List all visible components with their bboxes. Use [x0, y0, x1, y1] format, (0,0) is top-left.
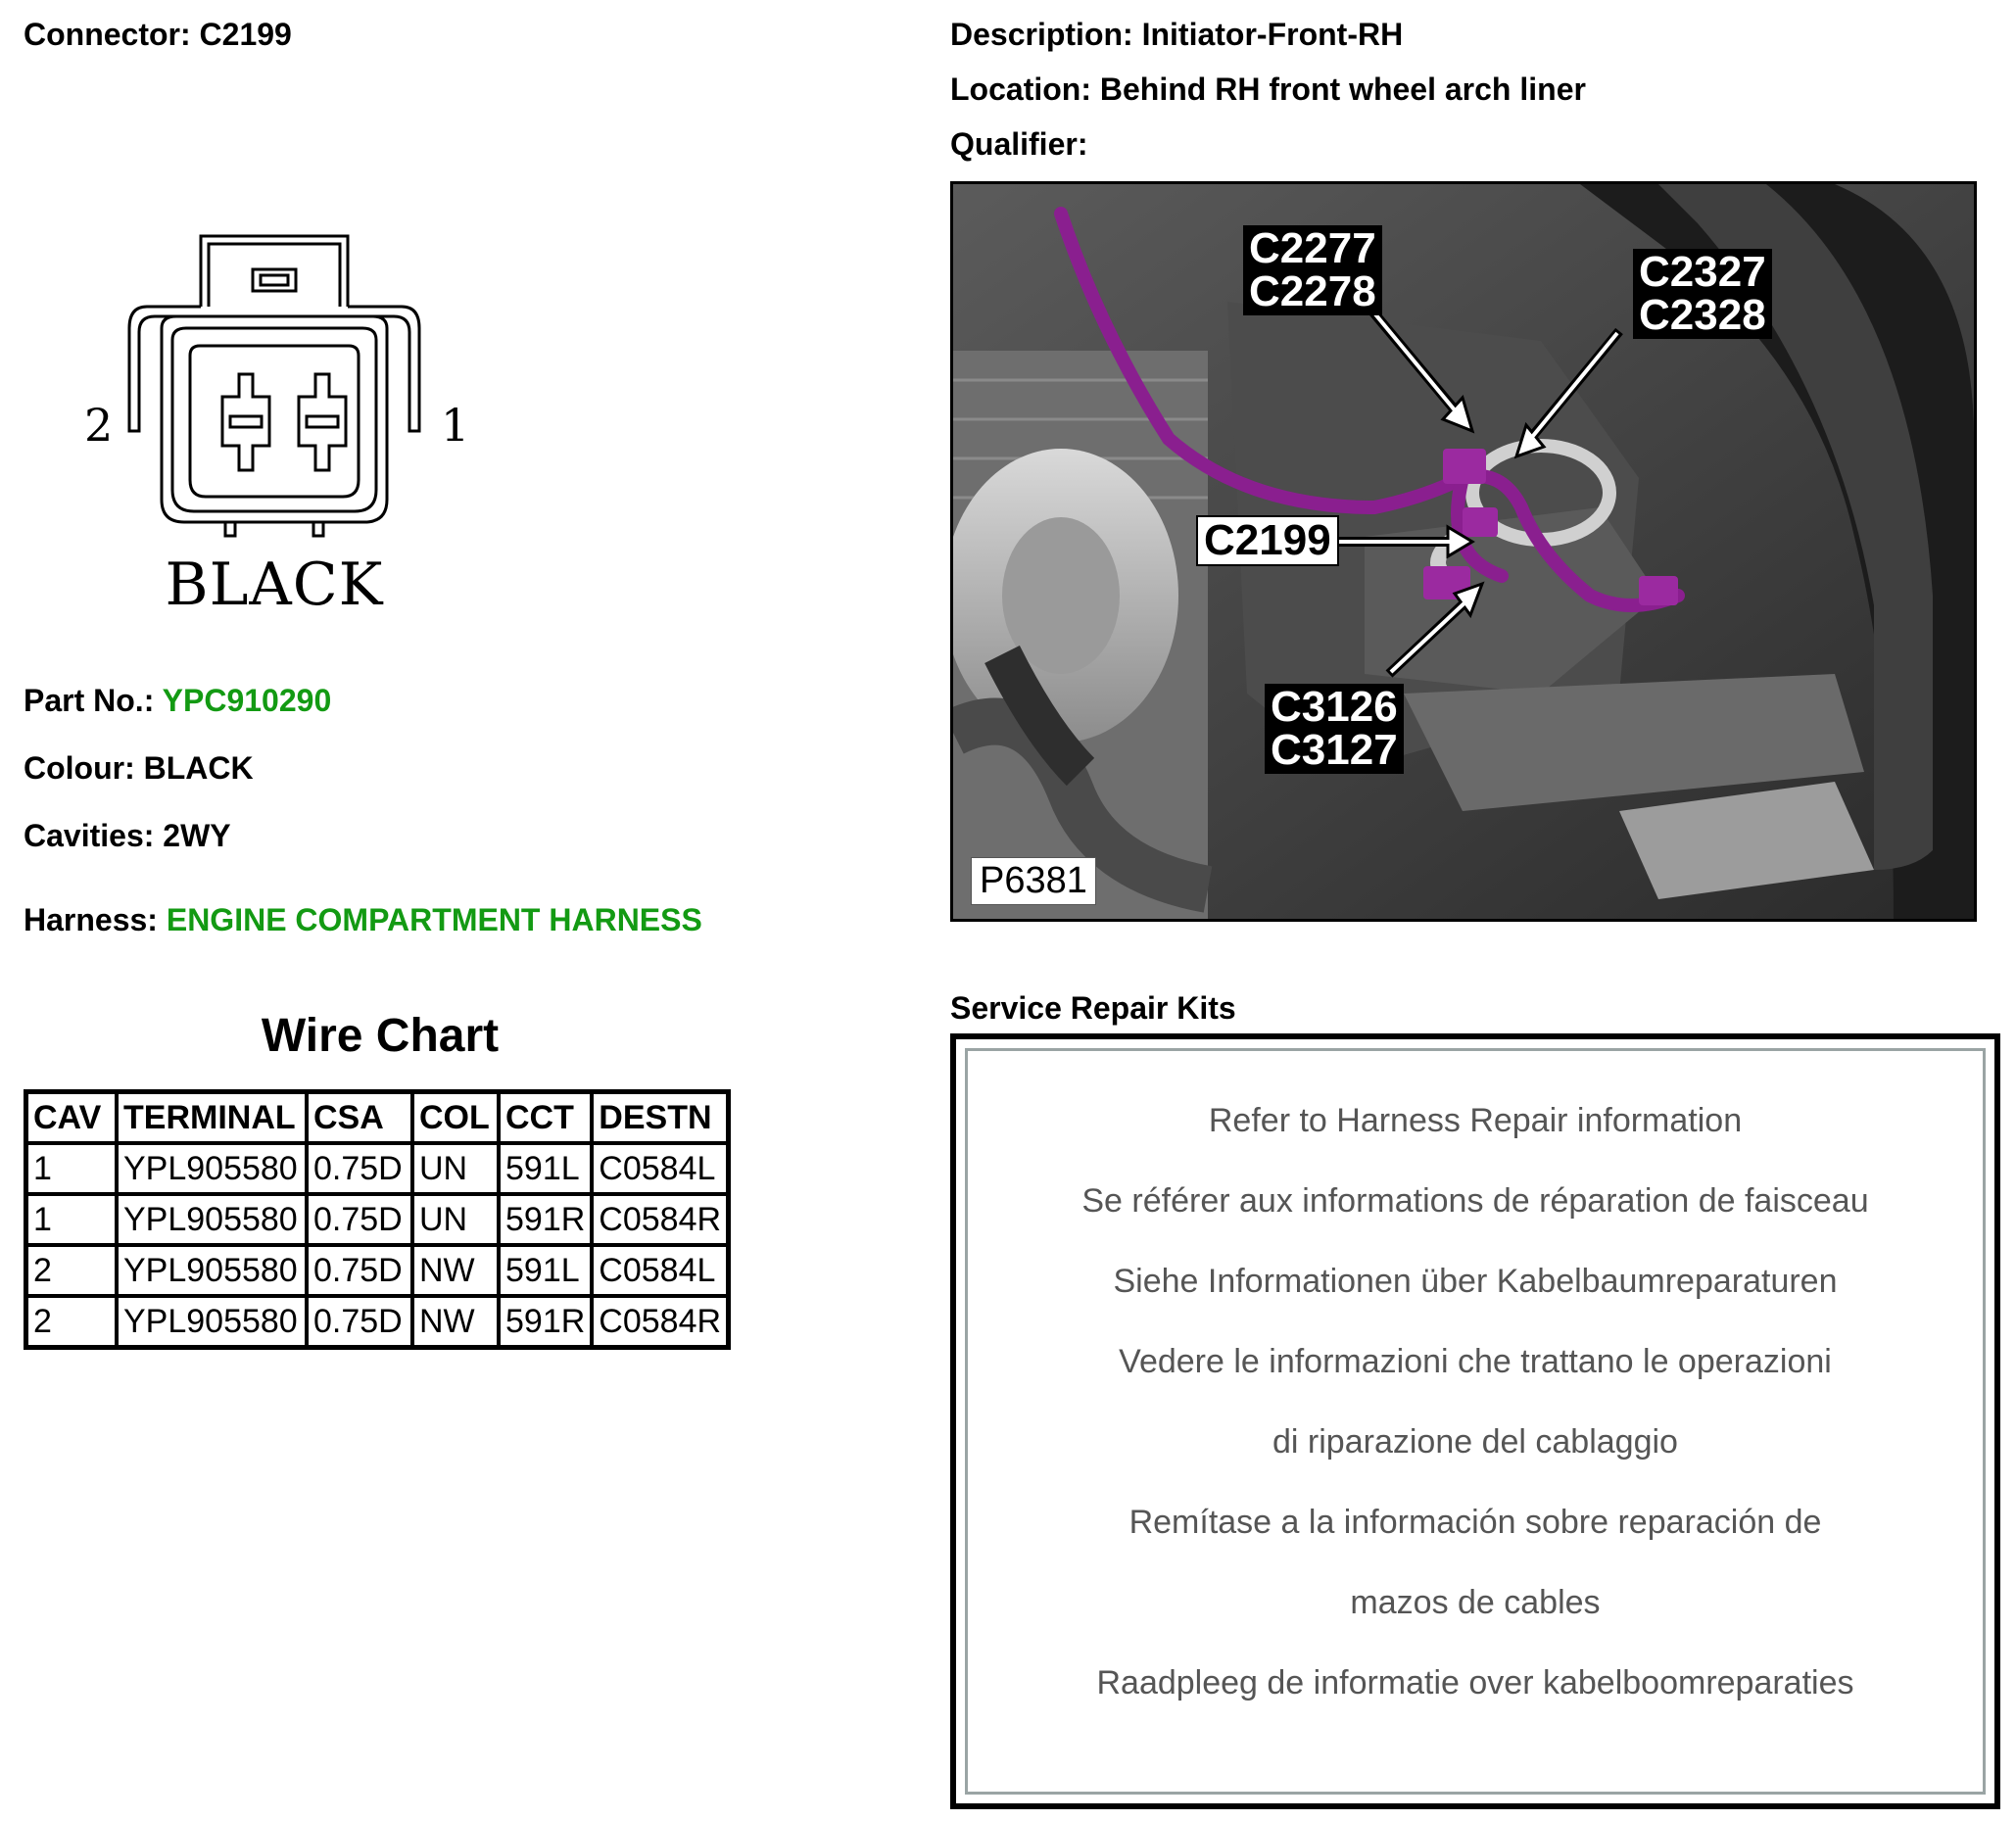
table-row [26, 1194, 729, 1245]
connector-colour-label: BLACK [165, 551, 384, 619]
cell-cav: 2 [26, 1245, 118, 1296]
connector-value: C2199 [199, 17, 292, 52]
cell-terminal: YPL905580 [117, 1245, 307, 1296]
cell-csa: 0.75D [307, 1194, 412, 1245]
connector-field [24, 17, 292, 53]
callout-c3126-c3127: C3126 C3127 [1265, 684, 1404, 774]
cell-cct: 591R [499, 1296, 592, 1348]
cell-destn: C0584R [592, 1194, 728, 1245]
cell-terminal: YPL905580 [117, 1143, 307, 1194]
col-header-csa: CSA [307, 1092, 412, 1144]
kit-line: mazos de cables [1350, 1584, 1601, 1621]
pin-label-2: 2 [84, 399, 114, 452]
callout-c2327-c2328: C2327 C2328 [1633, 249, 1772, 339]
connector-location-photo [950, 181, 1977, 922]
col-header-terminal: TERMINAL [117, 1092, 307, 1144]
cell-cav: 2 [26, 1296, 118, 1348]
part-no-field [24, 683, 331, 719]
kit-line: Refer to Harness Repair information [1208, 1102, 1743, 1139]
cell-destn: C0584L [592, 1143, 728, 1194]
colour-value: BLACK [143, 750, 254, 786]
wire-chart-table [24, 1089, 731, 1350]
kit-line: Remítase a la información sobre reparación de [1128, 1504, 1822, 1541]
cell-csa: 0.75D [307, 1296, 412, 1348]
cell-csa: 0.75D [307, 1143, 412, 1194]
col-header-destn: DESTN [592, 1092, 728, 1144]
kit-line: Raadpleeg de informatie over kabelboomreparaties [1096, 1664, 1854, 1701]
cavities-label: Cavities: [24, 818, 155, 853]
service-repair-kits-title: Service Repair Kits [950, 990, 1236, 1026]
connector-face-diagram [78, 230, 490, 622]
wire-chart-title: Wire Chart [261, 1010, 500, 1062]
part-no-link[interactable]: YPC910290 [162, 683, 332, 718]
photo-reference-id: P6381 [971, 857, 1096, 905]
cell-col: UN [412, 1143, 499, 1194]
qualifier-label: Qualifier: [950, 126, 1088, 162]
table-row [26, 1296, 729, 1348]
cell-col: NW [412, 1245, 499, 1296]
kit-line: Se référer aux informations de réparation de faisceau [1081, 1182, 1869, 1220]
harness-label: Harness: [24, 902, 158, 937]
table-row [26, 1245, 729, 1296]
cell-csa: 0.75D [307, 1245, 412, 1296]
cavities-field [24, 818, 231, 854]
cell-terminal: YPL905580 [117, 1296, 307, 1348]
description-value: Initiator-Front-RH [1141, 17, 1404, 52]
cell-destn: C0584R [592, 1296, 728, 1348]
location-field [950, 72, 1586, 108]
part-no-label: Part No.: [24, 683, 155, 718]
location-label: Location: [950, 72, 1091, 107]
kit-line: di riparazione del cablaggio [1272, 1423, 1678, 1461]
qualifier-field [950, 126, 1087, 163]
kit-line: Vedere le informazioni che trattano le operazioni [1119, 1343, 1832, 1380]
cell-cav: 1 [26, 1194, 118, 1245]
table-row [26, 1143, 729, 1194]
colour-field [24, 750, 254, 787]
kit-line: Siehe Informationen über Kabelbaumreparaturen [1113, 1263, 1838, 1300]
cell-destn: C0584L [592, 1245, 728, 1296]
harness-link[interactable]: ENGINE COMPARTMENT HARNESS [166, 902, 702, 937]
cell-terminal: YPL905580 [117, 1194, 307, 1245]
col-header-col: COL [412, 1092, 499, 1144]
pin-label-1: 1 [441, 399, 470, 452]
callout-c2199: C2199 [1196, 515, 1339, 566]
engine-bay-illustration [953, 184, 1974, 919]
description-label: Description: [950, 17, 1133, 52]
cell-cav: 1 [26, 1143, 118, 1194]
callout-c2277-c2278: C2277 C2278 [1243, 225, 1382, 315]
cell-cct: 591L [499, 1143, 592, 1194]
wire-chart-header-row [26, 1092, 729, 1144]
service-repair-kits-inner-frame [965, 1048, 1986, 1795]
cavities-value: 2WY [163, 818, 231, 853]
harness-field [24, 902, 702, 938]
service-repair-kits-panel [950, 1033, 2000, 1809]
connector-label: Connector: [24, 17, 191, 52]
location-value: Behind RH front wheel arch liner [1099, 72, 1586, 107]
cell-cct: 591L [499, 1245, 592, 1296]
col-header-cav: CAV [26, 1092, 118, 1144]
colour-label: Colour: [24, 750, 135, 786]
cell-cct: 591R [499, 1194, 592, 1245]
cell-col: UN [412, 1194, 499, 1245]
cell-col: NW [412, 1296, 499, 1348]
col-header-cct: CCT [499, 1092, 592, 1144]
description-field [950, 17, 1403, 53]
